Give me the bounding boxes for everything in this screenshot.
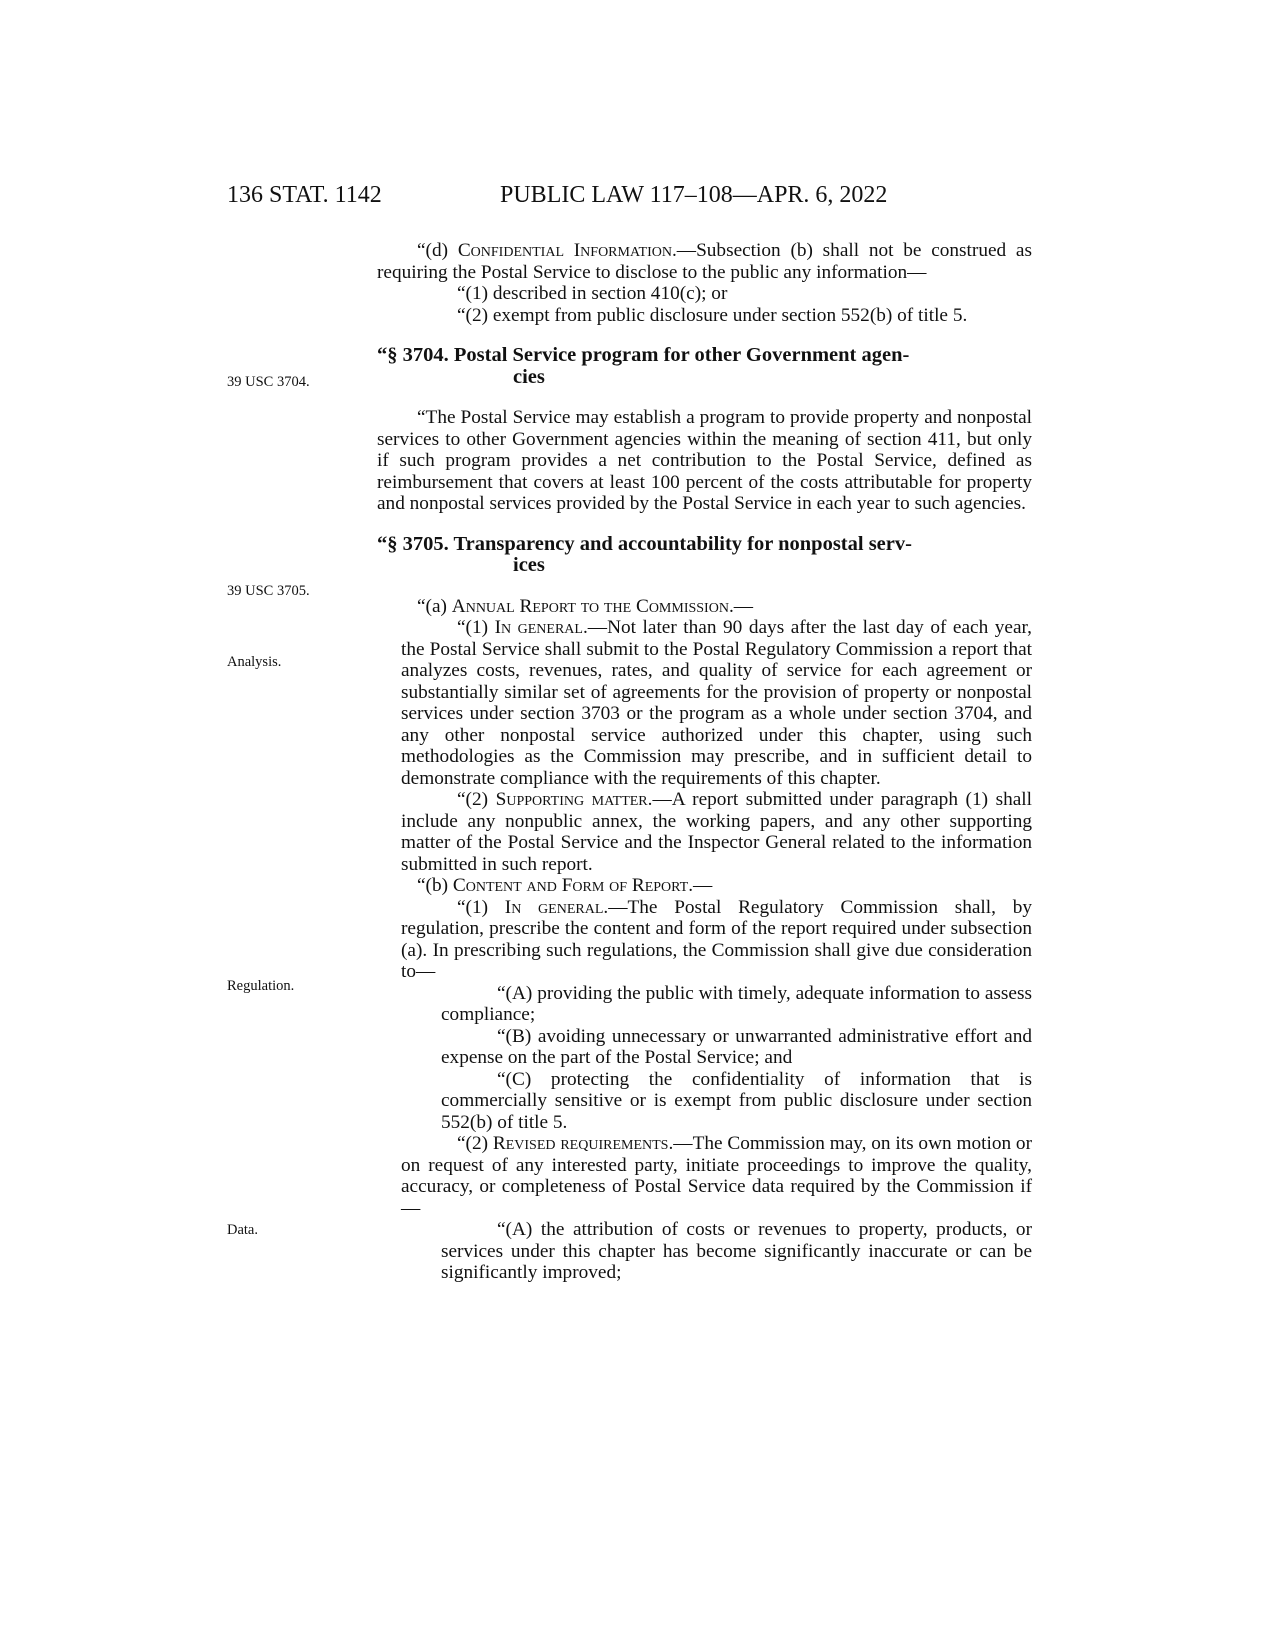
margin-note-3705: 39 USC 3705. [227, 583, 310, 599]
page-reference: 136 STAT. 1142 [227, 182, 382, 208]
paragraph-b2 [377, 1133, 1032, 1219]
section-3704-body: “The Postal Service may establish a program to provide property and nonpostal services to other Government agencies within the meaning of section 411, but only if such program provides a net contribution to the Postal Service, defined as reimbursement that covers at least 100 percent of the costs attributable for property and nonpostal services provided by the Postal Service in each year to such agencies. [377, 407, 1032, 514]
paragraph-b1-heading: In general. [504, 896, 609, 918]
paragraph-b1-body: —The Postal Regulatory Commission shall, by regulation, prescribe the content and form of the report required under subsection (a). In prescribing such regulations, the Commission shall give due consideration to— [401, 896, 1032, 982]
subsection-b-open: “(b) [417, 875, 453, 896]
margin-note-analysis: Analysis. [227, 654, 282, 670]
paragraph-b1 [377, 897, 1032, 983]
subsection-d-body: —Subsection (b) shall not be construed as requiring the Postal Service to disclose to the public any information— [377, 240, 1032, 283]
section-3704-heading-line1: “§ 3704. Postal Service program for other Government agen- [377, 344, 910, 366]
page-header [227, 182, 1042, 214]
paragraph-a1-open: “(1) [457, 617, 495, 638]
subsection-d-open: “(d) [417, 240, 458, 261]
subsection-b-heading: Content and Form of Report. [452, 875, 694, 896]
paragraph-d2: “(2) exempt from public disclosure under section 552(b) of title 5. [457, 304, 968, 326]
paragraph-b1-open: “(1) [457, 896, 505, 918]
subsection-b-tail: — [693, 875, 713, 896]
paragraph-a2-heading: Supporting matter. [495, 789, 653, 810]
paragraph-a2-open: “(2) [457, 789, 496, 810]
paragraph-b2-heading: Revised requirements. [492, 1133, 674, 1154]
subparagraph-b1a: “(A) providing the public with timely, adequate information to assess compliance; [441, 982, 1032, 1025]
subsection-d [377, 240, 1032, 283]
subparagraph-b2a: “(A) the attribution of costs or revenues to property, products, or services under this chapter has become significantly inaccurate or can be significantly improved; [441, 1219, 1032, 1283]
section-3705-heading-line2: ices [513, 554, 545, 576]
subsection-a-open: “(a) [417, 595, 452, 617]
section-3704-heading-line2: cies [513, 365, 545, 388]
margin-note-3704: 39 USC 3704. [227, 374, 310, 390]
subsection-a-heading: Annual Report to the Commission. [451, 595, 734, 617]
paragraph-a1-body: —Not later than 90 days after the last day of each year, the Postal Service shall submit to the Postal Regulatory Commission a report that analyzes costs, revenues, rates, and quality of service for each agreement or substantially similar set of agreements for the provision of property or nonpostal services under section 3703 or the program as a whole under section 3704, and any other nonpostal service authorized under this chapter, using such methodologies as the Commission may prescribe, and in sufficient detail to demonstrate compliance with the requirements of this chapter. [401, 617, 1032, 789]
section-3705-heading-line1: “§ 3705. Transparency and accountability for nonpostal serv- [377, 532, 912, 555]
paragraph-b2-open: “(2) [457, 1133, 493, 1154]
paragraph-a1 [377, 617, 1032, 789]
margin-note-regulation: Regulation. [227, 978, 295, 994]
paragraph-a2-body: —A report submitted under paragraph (1) shall include any nonpublic annex, the working papers, and any other supporting matter of the Postal Service and the Inspector General related to the information submitted in such report. [401, 789, 1032, 875]
subsection-b [377, 875, 1032, 897]
paragraph-a1-heading: In general. [494, 617, 588, 638]
paragraph-b2-body: —The Commission may, on its own motion or on request of any interested party, initiate proceedings to improve the quality, accuracy, or completeness of Postal Service data required by the Commission if— [401, 1133, 1032, 1219]
paragraph-d1: “(1) described in section 410(c); or [457, 283, 728, 304]
section-3704-heading [377, 345, 1032, 388]
subparagraph-b1c: “(C) protecting the confidentiality of information that is commercially sensitive or is exempt from public disclosure under section 552(b) of title 5. [441, 1068, 1032, 1133]
margin-note-data: Data. [227, 1222, 258, 1238]
paragraph-a2 [377, 789, 1032, 875]
subsection-a [377, 596, 1032, 618]
running-title: PUBLIC LAW 117–108—APR. 6, 2022 [500, 182, 888, 208]
document-body [377, 240, 1032, 1284]
subparagraph-b1b: “(B) avoiding unnecessary or unwarranted administrative effort and expense on the part of the Postal Service; and [441, 1025, 1032, 1068]
section-3705-heading [377, 534, 1032, 577]
subsection-a-tail: — [733, 595, 754, 617]
subsection-d-heading: Confidential Information. [457, 240, 677, 261]
